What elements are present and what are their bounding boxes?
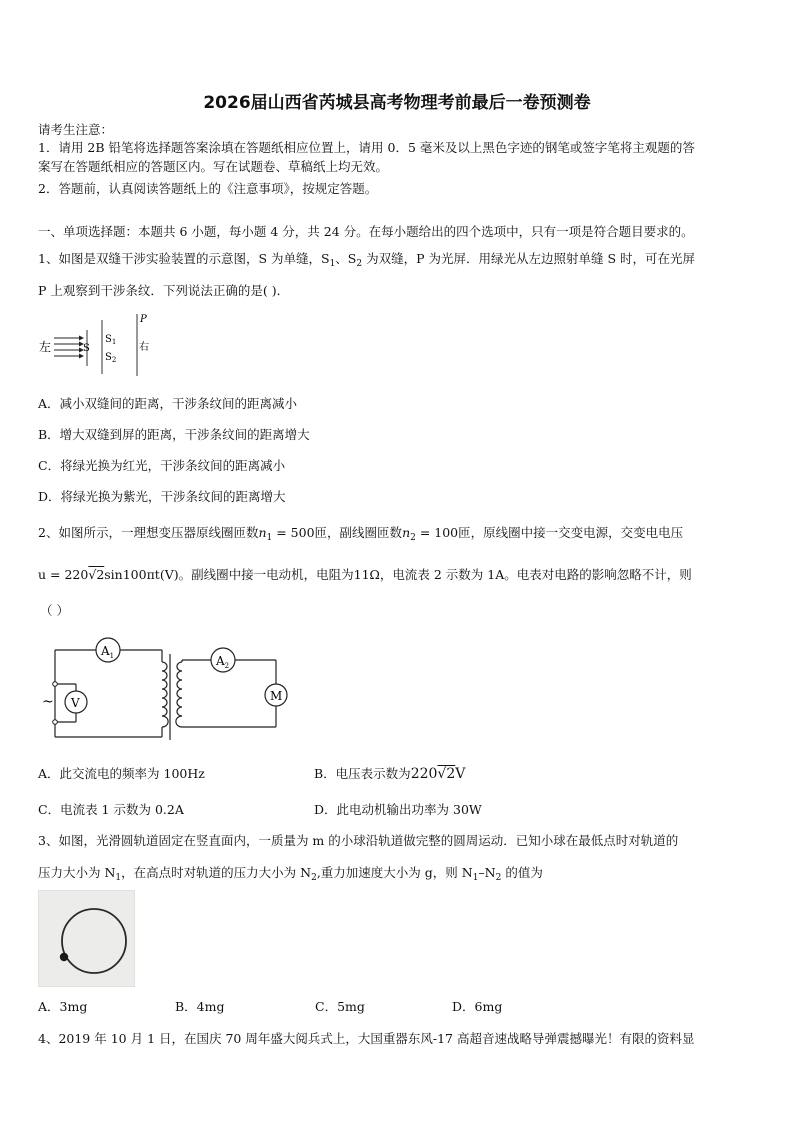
double-slit-diagram xyxy=(36,310,166,380)
ammeter-2-label: $A_2$ xyxy=(216,654,230,670)
q2-answer-paren: （ ） xyxy=(40,603,69,618)
q2-stem-line-1: 2、如图所示，一理想变压器原线圈匝数$n_1 = 500$匝，副线圈匝数$n_2 = 100$匝，原线圈中接一交变电源，交变电电压 xyxy=(38,525,684,543)
q3-option-d: D．6mg xyxy=(452,999,503,1014)
q2-option-a: A．此交流电的频率为 100Hz xyxy=(38,766,205,781)
ball xyxy=(60,953,68,961)
label-s1: $S_1$ xyxy=(105,334,117,346)
section-heading: 一、单项选择题：本题共 6 小题，每小题 4 分，共 24 分。在每小题给出的四个选项中，只有一项是符合题目要求的。 xyxy=(38,224,694,239)
q1-option-c: C．将绿光换为红光，干涉条纹间的距离减小 xyxy=(38,458,286,473)
q1-stem-line-1: 1、如图是双缝干涉实验装置的示意图，S 为单缝，$S_1$、$S_2$ 为双缝，P 为光屏．用绿光从左边照射单缝 S 时，可在光屏 xyxy=(38,251,695,269)
label-right: 右 xyxy=(139,342,149,353)
page-title: 2026届山西省芮城县高考物理考前最后一卷预测卷 xyxy=(203,93,591,113)
q2-option-b: B．电压表示数为220√2V xyxy=(314,766,466,782)
q3-option-b: B．4mg xyxy=(175,999,225,1014)
label-p: P xyxy=(140,314,147,325)
voltmeter-label: V xyxy=(71,696,80,710)
q1-option-d: D．将绿光换为紫光，干涉条纹间的距离增大 xyxy=(38,489,286,504)
q3-stem-line-1: 3、如图，光滑圆轨道固定在竖直面内，一质量为 m 的小球沿轨道做完整的圆周运动．已知小球在最低点时对轨道的 xyxy=(38,833,679,848)
q3-option-c: C．5mg xyxy=(315,999,365,1014)
q1-stem-line-2: P 上观察到干涉条纹．下列说法正确的是( )． xyxy=(38,283,290,298)
q4-stem-line-1: 4、2019 年 10 月 1 日，在国庆 70 周年盛大阅兵式上，大国重器东风-17 高超音速战略导弹震撼曝光！有限的资料显 xyxy=(38,1031,695,1046)
notice-item-1-line-1: 1．请用 2B 铅笔将选择题答案涂填在答题纸相应位置上，请用 0．5 毫米及以上黑色字迹的钢笔或签字笔将主观题的答 xyxy=(38,140,695,155)
notice-item-1-line-2: 案写在答题纸相应的答题区内。写在试题卷、草稿纸上均无效。 xyxy=(38,159,389,174)
label-left: 左 xyxy=(39,340,52,354)
motor-label: M xyxy=(270,689,283,703)
circular-track-photo xyxy=(38,890,135,987)
q1-option-b: B．增大双缝到屏的距离，干涉条纹间的距离增大 xyxy=(38,427,310,442)
q3-option-a: A．3mg xyxy=(38,999,88,1014)
ac-source-symbol: ~ xyxy=(42,694,54,710)
q2-stem-line-2: u = 220√2sin100πt(V)。副线圈中接一电动机，电阻为11Ω，电流表 2 示数为 1A。电表对电路的影响忽略不计，则 xyxy=(38,567,692,582)
notice-heading: 请考生注意： xyxy=(38,122,114,137)
q2-option-c: C．电流表 1 示数为 0.2A xyxy=(38,802,184,817)
q1-option-a: A．减小双缝间的距离，干涉条纹间的距离减小 xyxy=(38,396,298,411)
notice-item-2: 2．答题前，认真阅读答题纸上的《注意事项》，按规定答题。 xyxy=(38,181,378,196)
q3-stem-line-2: 压力大小为 $N_1$，在高点时对轨道的压力大小为 $N_2$,重力加速度大小为 g，则 $N_1-N_2$ 的值为 xyxy=(38,865,543,883)
label-s: S xyxy=(83,343,90,354)
transformer-circuit-diagram xyxy=(36,632,298,747)
q2-option-d: D．此电动机输出功率为 30W xyxy=(314,802,482,817)
ammeter-1-label: $A_1$ xyxy=(101,644,115,660)
label-s2: $S_2$ xyxy=(105,352,117,364)
